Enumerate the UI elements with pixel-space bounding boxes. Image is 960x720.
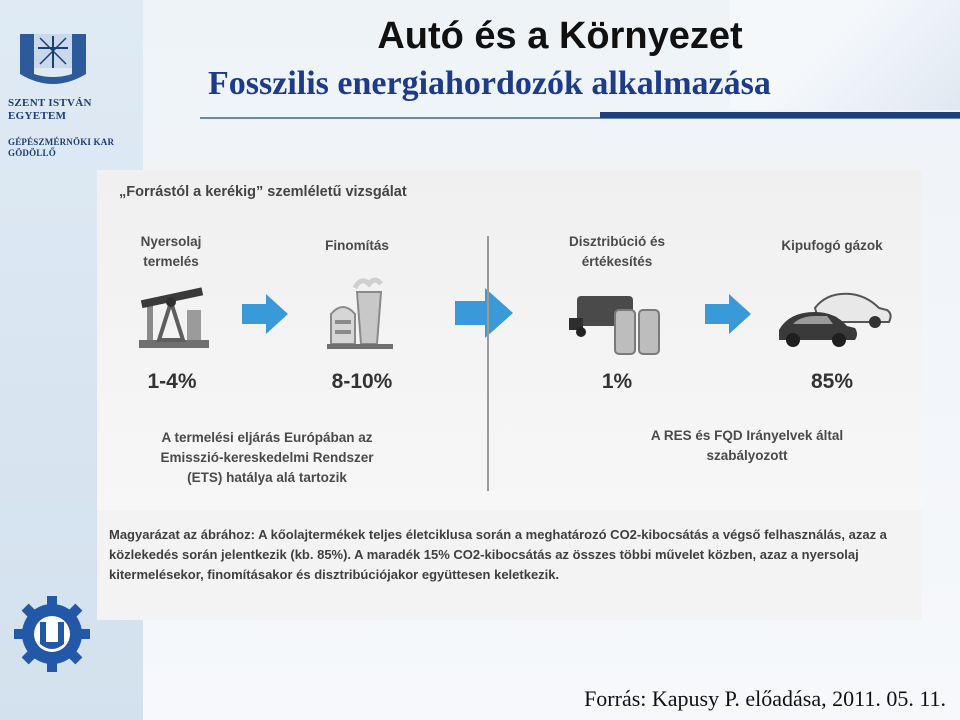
explanation-text: A kőolajtermékek teljes életciklusa során a meghatározó CO2-kibocsátás a végső felhasználás, azaz a közlekedés során jelentkezik (kb. 85%). A maradék 15% CO2-kibocsátás az összes többi művelet közben, azaz a nyersolaj kitermelésekor, finomításakor és disztribúciójakor együttesen keletkezik.: [109, 527, 887, 582]
university-logo: [8, 28, 138, 159]
infographic: [97, 170, 922, 620]
title-rule: [600, 112, 960, 118]
tanker-truck-icon: [567, 288, 663, 358]
stage-share-exhaust: 85%: [810, 370, 854, 393]
arrow-right-icon: [242, 294, 288, 334]
arrow-right-icon: [705, 294, 751, 334]
explanation-lead: Magyarázat az ábrához:: [109, 527, 255, 542]
stage-label-exhaust: Kipufogó gázok: [781, 238, 883, 253]
gear-logo-icon: [12, 594, 92, 674]
slide-title: Autó és a Környezet: [377, 15, 743, 57]
university-name-line1: SZENT ISTVÁN: [8, 97, 92, 109]
university-name-line2: EGYETEM: [8, 110, 67, 122]
stage-label-distribution: Disztribúció és értékesítés: [568, 234, 666, 269]
note-res-fqd: A RES és FQD Irányelvek által szabályozott: [650, 428, 844, 463]
oil-pump-icon: [137, 280, 211, 352]
stage-share-refining: 8-10%: [331, 370, 393, 393]
slide-subtitle: Fosszilis energiahordozók alkalmazása: [208, 65, 771, 102]
faculty-name-line1: GÉPÉSZMÉRNÖKI KAR: [8, 137, 115, 147]
arrow-right-icon: [455, 288, 513, 338]
refinery-icon: [325, 274, 397, 350]
stage-share-distribution: 1%: [601, 370, 633, 393]
explanation-paragraph: [109, 525, 909, 585]
crest-icon: [18, 28, 88, 88]
faculty-name-line2: GÖDÖLLŐ: [8, 148, 56, 158]
note-ets: A termelési eljárás Európában az Emisszió-kereskedelmi Rendszer (ETS) hatálya alá tartozik: [160, 430, 374, 485]
stage-label-refining: Finomítás: [325, 238, 389, 253]
infographic-heading: „Forrástól a kerékig” szemléletű vizsgálat: [119, 184, 407, 200]
section-divider: [487, 236, 489, 491]
stage-label-crude-production: Nyersolaj termelés: [140, 234, 202, 269]
stage-share-crude-production: 1-4%: [147, 370, 197, 393]
source-credit: Forrás: Kapusy P. előadása, 2011. 05. 11.: [584, 686, 946, 711]
cars-icon: [775, 282, 895, 354]
